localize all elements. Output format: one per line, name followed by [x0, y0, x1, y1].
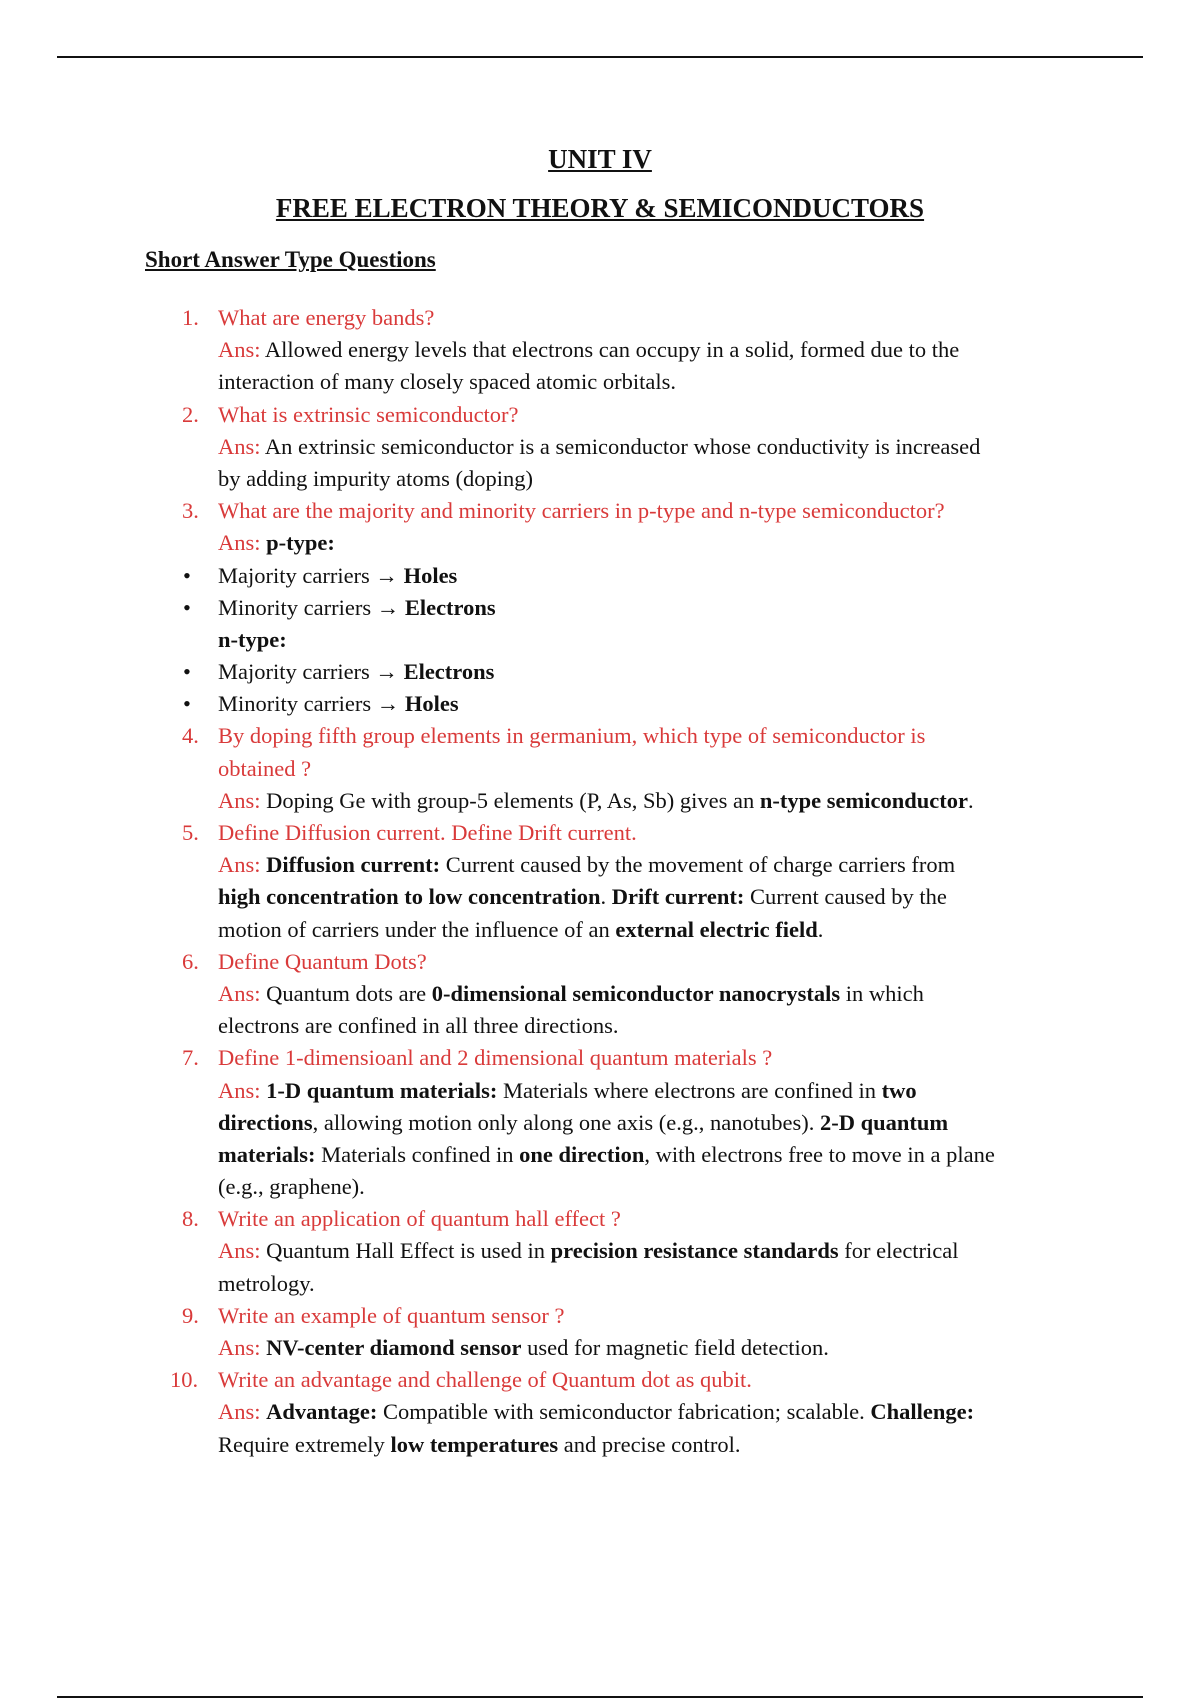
page-title: FREE ELECTRON THEORY & SEMICONDUCTORS — [275, 193, 925, 223]
unit-heading: UNIT IV — [548, 144, 652, 174]
question-6: 6. Define Quantum Dots? — [182, 948, 427, 974]
answer-4: Ans: Doping Ge with group-5 elements (P, As, Sb) gives an n-type semiconductor. — [218, 787, 974, 813]
question-9: 9. Write an example of quantum sensor ? — [182, 1302, 565, 1328]
answer-8: Ans: Quantum Hall Effect is used in precision resistance standards for electrical — [218, 1238, 959, 1264]
question-1: 1. What are energy bands? — [182, 305, 435, 330]
question-5: 5. Define Diffusion current. Define Drift current. — [182, 820, 637, 845]
answer-7: Ans: 1-D quantum materials: Materials where electrons are confined in two — [218, 1077, 917, 1103]
bottom-rule — [57, 1696, 1143, 1698]
question-7: 7. Define 1-dimensioanl and 2 dimensional quantum materials ? — [182, 1045, 773, 1071]
list-item: • Minority carriers → Electrons — [183, 594, 496, 620]
answer-6: Ans: Quantum dots are 0-dimensional semiconductor nanocrystals in which — [218, 980, 924, 1006]
question-2: 2. What is extrinsic semiconductor? — [182, 401, 519, 427]
answer-3: Ans: p-type: — [218, 530, 335, 556]
answer-10: Ans: Advantage: Compatible with semiconductor fabrication; scalable. Challenge: — [218, 1399, 975, 1425]
top-rule — [57, 56, 1143, 58]
question-3: 3. What are the majority and minority carriers in p-type and n-type semiconductor? — [182, 498, 945, 524]
answer-5: Ans: Diffusion current: Current caused by the movement of charge carriers from — [218, 852, 956, 878]
list-item: • Minority carriers → Holes — [183, 691, 459, 717]
answer-9: Ans: NV-center diamond sensor used for magnetic field detection. — [218, 1335, 829, 1360]
list-item: • Majority carriers → Electrons — [183, 659, 495, 685]
answer-2: Ans: An extrinsic semiconductor is a semiconductor whose conductivity is increased — [218, 433, 981, 459]
section-heading: Short Answer Type Questions — [145, 247, 436, 272]
list-item: • Majority carriers → Holes — [183, 562, 458, 588]
question-list: 1. What are energy bands? Ans: Allowed energy levels that electrons can occupy in a solid, formed due to the interaction of many closely spaced atomic orbitals. 2. What is extrinsic semiconductor? Ans: An extrinsic semiconductor is a semiconductor whose conductivity is increased by adding impurity atoms (doping) 3. What are the majority and minority carriers in p-type and n-type semiconductor? Ans: p-type: • Majority carriers → Holes • Minority carriers → Electrons n-type: • Majority carriers → Electrons • Minority carriers → Holes 4. By doping fifth group elements in germanium, which type of semiconductor is obtained ? Ans: Doping Ge with group-5 elements (P, As, Sb) gives an n-type semiconductor. 5. Define Diffusion current. Define Drift current. Ans: Diffusion current: Current caused by the movement of charge carriers from high concentration to low concentration. Drift current: Current caused by the motion of carriers under the influence of an external electric field. 6. Define Quantum Dots? Ans: Quantum dots are 0-dimensional semiconductor nanocrystals in which electrons are confined in all three directions. 7. Define 1-dimensioanl and 2 dimensional quantum materials ? Ans: 1-D quantum materials: Materials where electrons are confined in two directions, allowing motion only along one axis (e.g., nanotubes). 2-D quantum materials: Materials confined in one direction, with electrons free to move in a plane (e.g., graphene). 8. Write an application of quantum hall effect ? Ans: Quantum Hall Effect is used in precision resistance standards for electrical metrology. 9. Write an example of quantum sensor ? Ans: NV-center diamond sensor used for magnetic field detection. 10. Write an advantage and challenge of Quantum dot as qubit. Ans: Advantage: Compatible with semiconductor fabrication; scalable. Challenge: Require extremely low temperatures and precise control. — [0, 302, 1200, 1461]
question-8: 8. Write an application of quantum hall effect ? — [182, 1206, 621, 1232]
question-4: 4. By doping fifth group elements in germanium, which type of semiconductor is — [182, 723, 926, 749]
answer-1: Ans: Allowed energy levels that electrons can occupy in a solid, formed due to the — [218, 337, 960, 363]
question-10: 10. Write an advantage and challenge of Quantum dot as qubit. — [170, 1367, 752, 1393]
